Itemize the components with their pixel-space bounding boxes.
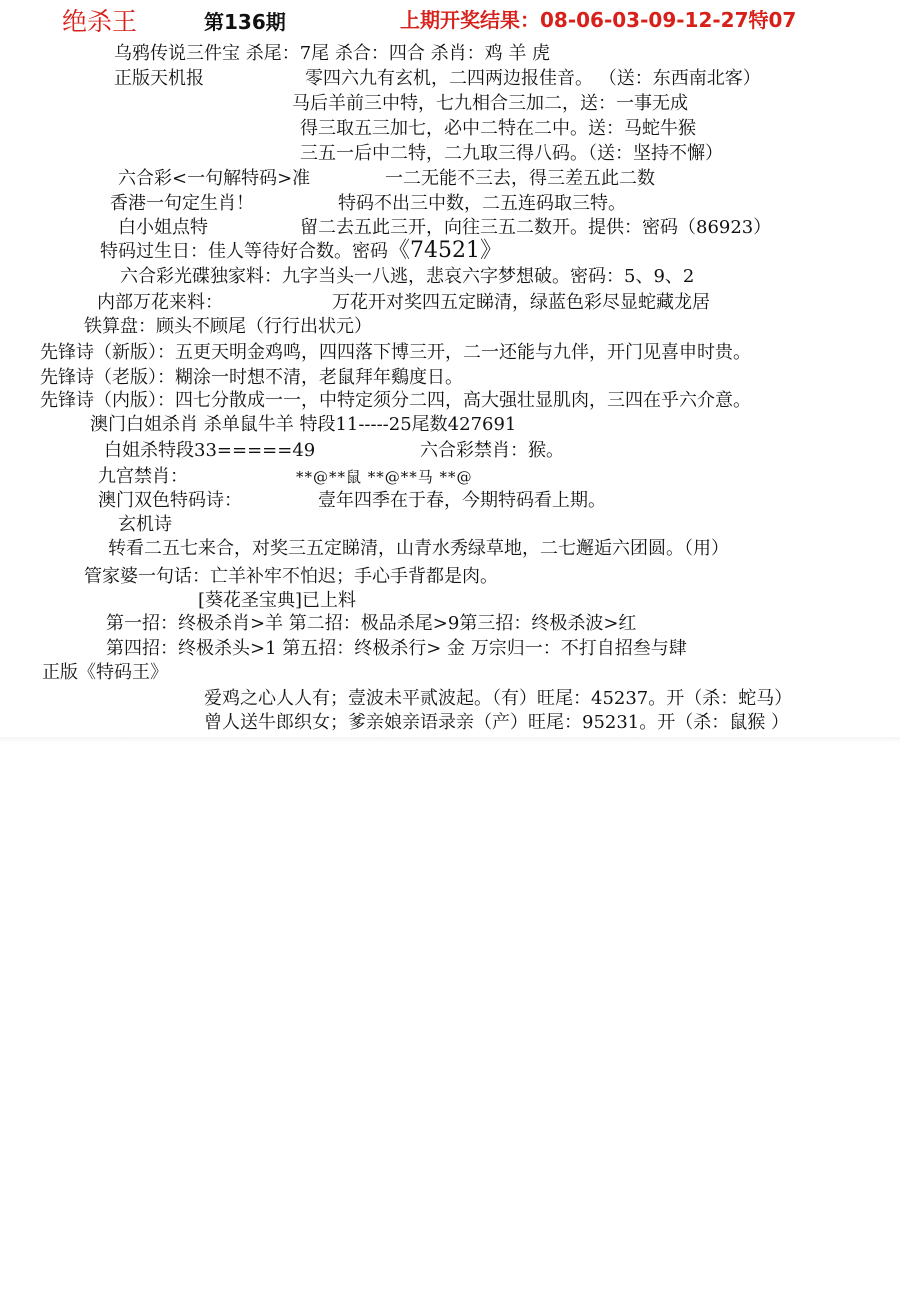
- tianji-verse-4: 三五一后中二特，二九取三得八码。（送：坚持不懈）: [300, 143, 723, 164]
- abacus-line: 铁算盘：顾头不顾尾（行行出状元）: [84, 316, 372, 337]
- tianji-verse-1: 零四六九有玄机，二四两边报佳音。 （送：东西南北客）: [305, 68, 761, 89]
- macau-poem-text: 壹年四季在于春，今期特码看上期。: [318, 490, 606, 511]
- mystery-poem-text: 转看二五七来合，对奖三五定睇清，山青水秀绿草地，二七邂逅六团圆。（用）: [108, 538, 729, 559]
- wanhua-label: 内部万花来料：: [97, 292, 223, 313]
- crow-legend-line: 乌鸦传说三件宝 杀尾：7尾 杀合：四合 杀肖：鸡 羊 虎: [114, 43, 551, 64]
- scan-edge: [0, 737, 900, 743]
- pioneer-poem-new: 先锋诗（新版）：五更天明金鸡鸣，四四落下博三开，二一还能与九伴，开门见喜申时贵。: [40, 342, 751, 363]
- code-king-line-2: 曾人送牛郎织女；爹亲娘亲语录亲（产）旺尾：95231。开（杀：鼠猴 ）: [204, 712, 789, 733]
- tianji-paper-label: 正版天机报: [114, 68, 204, 89]
- code-king-line-1: 爱鸡之心人人有；壹波未平贰波起。（有）旺尾：45237。开（杀：蛇马）: [204, 688, 793, 709]
- housekeeper-line: 管家婆一句话：亡羊补牢不怕迟；手心手背都是肉。: [84, 566, 498, 587]
- hk-zodiac-text: 特码不出三中数，二五连码取三特。: [338, 193, 626, 214]
- mystery-poem-title: 玄机诗: [118, 514, 172, 535]
- white-lady-range: 白姐杀特段33=====49: [104, 440, 316, 461]
- white-lady-label: 白小姐点特: [118, 217, 208, 238]
- last-draw-result: 上期开奖结果：08-06-03-09-12-27特07: [400, 8, 797, 32]
- tricks-line-2: 第四招：终极杀头>1 第五招：终极杀行> 金 万宗归一：不打自招叁与肆: [106, 638, 687, 659]
- brand-title: 绝杀王: [62, 7, 138, 36]
- birthday-code: 《74521》: [388, 238, 502, 263]
- special-code-king-label: 正版《特码王》: [42, 662, 168, 683]
- birthday-text: 特码过生日：佳人等待好合数。密码: [100, 241, 388, 262]
- tianji-verse-2: 马后羊前三中特，七九相合三加二，送：一事无成: [292, 93, 688, 114]
- cd-exclusive-line: 六合彩光碟独家料：九字当头一八逃，悲哀六字梦想破。密码：5、9、2: [120, 266, 695, 287]
- tianji-verse-3: 得三取五三加七，必中二特在二中。送：马蛇牛猴: [300, 118, 696, 139]
- hk-zodiac-label: 香港一句定生肖！: [110, 193, 254, 214]
- one-sentence-label: 六合彩<一句解特码>准: [118, 168, 311, 189]
- pioneer-poem-internal: 先锋诗（内版）：四七分散成一一，中特定须分二四，高大强壮显肌肉，三四在乎六介意。: [40, 390, 751, 411]
- macau-poem-label: 澳门双色特码诗：: [98, 490, 242, 511]
- tricks-line-1: 第一招：终极杀肖>羊 第二招：极品杀尾>9第三招：终极杀波>红: [106, 613, 637, 634]
- one-sentence-text: 一二无能不三去，得三差五此二数: [385, 168, 655, 189]
- birthday-line: [100, 240, 502, 263]
- issue-number: 第136期: [204, 10, 286, 34]
- banned-zodiac: 六合彩禁肖：猴。: [420, 440, 564, 461]
- nine-palace-text: **@**鼠 **@**马 **@: [296, 468, 473, 486]
- macau-white-lady-line: 澳门白姐杀肖 杀单鼠牛羊 特段11-----25尾数427691: [90, 414, 517, 435]
- sunflower-title: [葵花圣宝典]已上料: [198, 590, 357, 611]
- white-lady-text: 留二去五此三开，向往三五二数开。提供：密码（86923）: [300, 217, 772, 238]
- nine-palace-label: 九宫禁肖：: [98, 466, 188, 487]
- wanhua-text: 万花开对奖四五定睇清，绿蓝色彩尽显蛇藏龙居: [332, 292, 710, 313]
- pioneer-poem-old: 先锋诗（老版）：糊涂一时想不清，老鼠拜年鷄度日。: [40, 367, 463, 388]
